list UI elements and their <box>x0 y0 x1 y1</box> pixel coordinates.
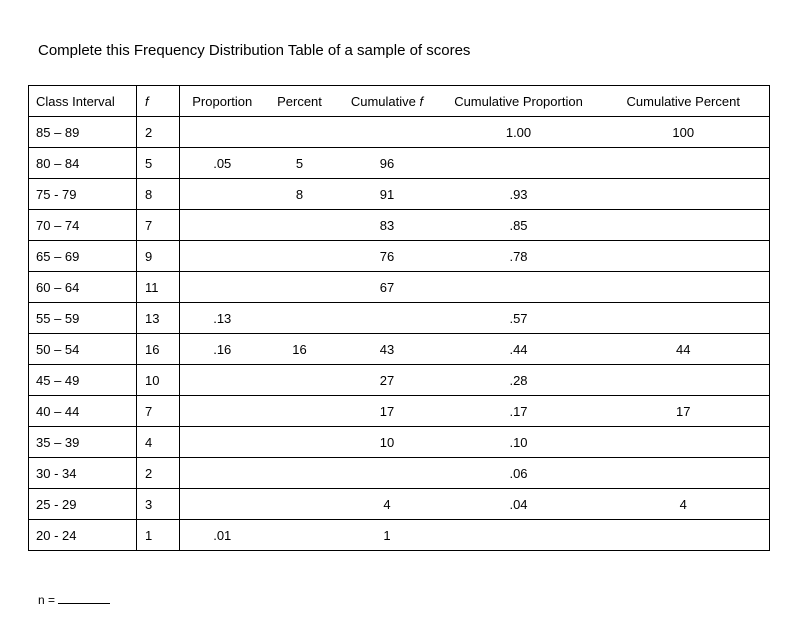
cell-percent[interactable] <box>265 520 335 551</box>
cell-percent[interactable] <box>265 396 335 427</box>
table-row <box>29 365 770 396</box>
cell-class-interval: 20 - 24 <box>29 520 137 551</box>
cell-cumulative-proportion: .85 <box>440 210 598 241</box>
header-cumulative-proportion: Cumulative Proportion <box>440 86 598 117</box>
cell-cumulative-f: 1 <box>335 520 440 551</box>
cell-proportion[interactable] <box>180 272 265 303</box>
n-answer-blank[interactable] <box>58 592 110 604</box>
cell-cumulative-f[interactable] <box>335 303 440 334</box>
cell-f: 4 <box>137 427 180 458</box>
cell-proportion[interactable] <box>180 365 265 396</box>
cell-percent: 8 <box>265 179 335 210</box>
cell-class-interval: 30 - 34 <box>29 458 137 489</box>
cell-cumulative-percent: 100 <box>598 117 770 148</box>
cell-cumulative-f: 10 <box>335 427 440 458</box>
cell-class-interval: 80 – 84 <box>29 148 137 179</box>
table-row <box>29 179 770 210</box>
cell-percent[interactable] <box>265 427 335 458</box>
table-row <box>29 148 770 179</box>
cell-cumulative-percent: 44 <box>598 334 770 365</box>
cell-cumulative-f: 4 <box>335 489 440 520</box>
cell-cumulative-percent[interactable] <box>598 148 770 179</box>
cell-f: 2 <box>137 117 180 148</box>
cell-percent[interactable] <box>265 210 335 241</box>
cell-class-interval: 45 – 49 <box>29 365 137 396</box>
cell-percent[interactable] <box>265 489 335 520</box>
cell-proportion[interactable] <box>180 396 265 427</box>
cell-f: 5 <box>137 148 180 179</box>
cell-f: 1 <box>137 520 180 551</box>
cell-class-interval: 40 – 44 <box>29 396 137 427</box>
table-row <box>29 334 770 365</box>
cell-cumulative-proportion[interactable] <box>440 148 598 179</box>
cell-f: 16 <box>137 334 180 365</box>
cell-percent[interactable] <box>265 365 335 396</box>
cell-proportion[interactable] <box>180 427 265 458</box>
cell-class-interval: 60 – 64 <box>29 272 137 303</box>
header-class-interval: Class Interval <box>29 86 137 117</box>
table-row <box>29 117 770 148</box>
cell-proportion[interactable] <box>180 458 265 489</box>
cell-proportion: .01 <box>180 520 265 551</box>
table-row <box>29 489 770 520</box>
cell-f: 8 <box>137 179 180 210</box>
cell-proportion: .13 <box>180 303 265 334</box>
cell-cumulative-percent[interactable] <box>598 303 770 334</box>
cell-percent[interactable] <box>265 272 335 303</box>
cell-proportion[interactable] <box>180 179 265 210</box>
header-proportion: Proportion <box>180 86 265 117</box>
table-row <box>29 520 770 551</box>
frequency-table <box>28 85 770 551</box>
header-cumulative-f-prefix: Cumulative <box>350 93 416 109</box>
cell-f: 2 <box>137 458 180 489</box>
cell-cumulative-f: 67 <box>335 272 440 303</box>
cell-percent: 5 <box>265 148 335 179</box>
cell-class-interval: 25 - 29 <box>29 489 137 520</box>
table-row <box>29 241 770 272</box>
cell-cumulative-percent[interactable] <box>598 179 770 210</box>
cell-cumulative-percent[interactable] <box>598 241 770 272</box>
cell-cumulative-f: 43 <box>335 334 440 365</box>
cell-cumulative-f: 27 <box>335 365 440 396</box>
cell-f: 11 <box>137 272 180 303</box>
cell-cumulative-f: 96 <box>335 148 440 179</box>
header-cumulative-f-symbol: f <box>419 93 424 109</box>
cell-cumulative-percent[interactable] <box>598 210 770 241</box>
table-row <box>29 458 770 489</box>
cell-cumulative-percent[interactable] <box>598 365 770 396</box>
cell-cumulative-f[interactable] <box>335 458 440 489</box>
cell-cumulative-proportion: .28 <box>440 365 598 396</box>
cell-cumulative-proportion: .93 <box>440 179 598 210</box>
cell-cumulative-proportion: 1.00 <box>440 117 598 148</box>
cell-percent[interactable] <box>265 241 335 272</box>
header-cumulative-f <box>335 86 440 117</box>
cell-f: 3 <box>137 489 180 520</box>
cell-cumulative-percent[interactable] <box>598 520 770 551</box>
page-title: Complete this Frequency Distribution Table of a sample of scores <box>38 42 471 59</box>
n-label: n = <box>38 593 56 607</box>
table-row <box>29 272 770 303</box>
cell-f: 9 <box>137 241 180 272</box>
cell-proportion: .05 <box>180 148 265 179</box>
cell-class-interval: 50 – 54 <box>29 334 137 365</box>
cell-proportion: .16 <box>180 334 265 365</box>
header-f-symbol: f <box>145 93 149 109</box>
cell-cumulative-proportion: .78 <box>440 241 598 272</box>
cell-proportion[interactable] <box>180 241 265 272</box>
cell-cumulative-percent[interactable] <box>598 427 770 458</box>
cell-cumulative-proportion: .44 <box>440 334 598 365</box>
header-cumulative-percent: Cumulative Percent <box>598 86 770 117</box>
cell-percent[interactable] <box>265 303 335 334</box>
header-percent: Percent <box>265 86 335 117</box>
table-row <box>29 427 770 458</box>
cell-proportion[interactable] <box>180 489 265 520</box>
cell-cumulative-f: 83 <box>335 210 440 241</box>
cell-proportion[interactable] <box>180 210 265 241</box>
cell-cumulative-percent[interactable] <box>598 272 770 303</box>
cell-cumulative-proportion: .06 <box>440 458 598 489</box>
cell-f: 10 <box>137 365 180 396</box>
cell-f: 13 <box>137 303 180 334</box>
table-row <box>29 210 770 241</box>
cell-f: 7 <box>137 210 180 241</box>
cell-cumulative-f: 76 <box>335 241 440 272</box>
cell-class-interval: 35 – 39 <box>29 427 137 458</box>
cell-percent[interactable] <box>265 117 335 148</box>
cell-cumulative-f: 91 <box>335 179 440 210</box>
cell-cumulative-f: 17 <box>335 396 440 427</box>
cell-cumulative-percent[interactable] <box>598 458 770 489</box>
cell-cumulative-proportion: .17 <box>440 396 598 427</box>
cell-cumulative-f[interactable] <box>335 117 440 148</box>
cell-percent[interactable] <box>265 458 335 489</box>
cell-class-interval: 85 – 89 <box>29 117 137 148</box>
header-f <box>137 86 180 117</box>
cell-f: 7 <box>137 396 180 427</box>
cell-cumulative-proportion: .57 <box>440 303 598 334</box>
cell-proportion[interactable] <box>180 117 265 148</box>
table-row <box>29 396 770 427</box>
cell-percent: 16 <box>265 334 335 365</box>
cell-cumulative-proportion: .04 <box>440 489 598 520</box>
cell-class-interval: 55 – 59 <box>29 303 137 334</box>
cell-class-interval: 70 – 74 <box>29 210 137 241</box>
cell-cumulative-proportion[interactable] <box>440 272 598 303</box>
cell-cumulative-proportion[interactable] <box>440 520 598 551</box>
table-row <box>29 303 770 334</box>
cell-cumulative-percent: 4 <box>598 489 770 520</box>
cell-class-interval: 75 - 79 <box>29 179 137 210</box>
n-line <box>38 592 110 607</box>
cell-cumulative-percent: 17 <box>598 396 770 427</box>
cell-cumulative-proportion: .10 <box>440 427 598 458</box>
cell-class-interval: 65 – 69 <box>29 241 137 272</box>
header-row <box>29 86 770 117</box>
